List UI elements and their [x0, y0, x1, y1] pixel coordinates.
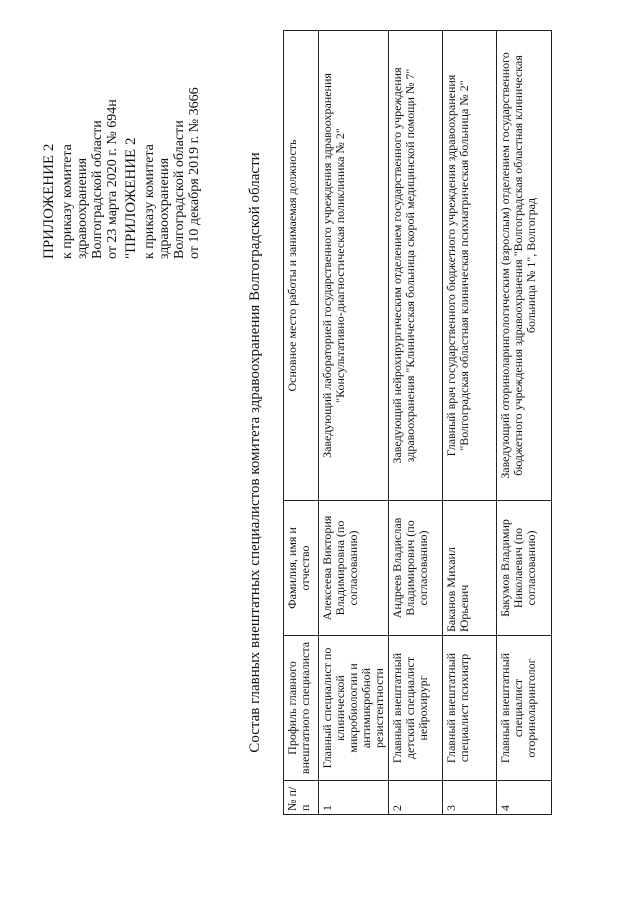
- header-workplace: Основное место работы и занимаемая должность: [284, 31, 319, 501]
- cell-number: 2: [389, 781, 443, 815]
- header-profile: Профиль главного внештатного специалиста: [284, 636, 319, 781]
- appendix-order-date: от 23 марта 2020 г. № 694н: [105, 99, 120, 259]
- cell-name: Баканов Михаил Юрьевич: [443, 501, 497, 636]
- header-name: Фамилия, имя и отчество: [284, 501, 319, 636]
- cell-number: 1: [319, 781, 389, 815]
- cell-workplace: Главный врач государственного бюджетного учреждения здравоохранения "Волгоградская областная клиническая психиатрическая больница № 2": [443, 31, 497, 501]
- appendix-order-line: Волгоградской области: [172, 120, 187, 259]
- appendix-title: ПРИЛОЖЕНИЕ 2: [41, 143, 57, 259]
- cell-name: Бакумов Владимир Николаевич (по согласованию): [497, 501, 552, 636]
- table-row: [319, 31, 389, 815]
- appendix-order-line: здравоохранения: [157, 157, 172, 259]
- appendix-order-line: Волгоградской области: [90, 120, 105, 259]
- header-number: № п/п: [284, 781, 319, 815]
- cell-name: Алексеева Виктория Владимировна (по согласованию): [319, 501, 389, 636]
- table-header-row: [284, 31, 319, 815]
- appendix-title: "ПРИЛОЖЕНИЕ 2: [123, 137, 139, 259]
- cell-workplace: Заведующий оториноларингологическим (взрослым) отделением государственного бюджетного учреждения здравоохранения "Волгоградская областная клиническая больница № 1", Волгоград: [497, 31, 552, 501]
- appendix-order-date: от 10 декабря 2019 г. № 3666: [187, 87, 202, 259]
- appendix-order-line: к приказу комитета: [60, 144, 75, 259]
- appendix-order-line: здравоохранения: [75, 157, 90, 259]
- cell-profile: Главный внештатный специалист оториноларинголог: [497, 636, 552, 781]
- cell-name: Андреев Владислав Владимирович (по согласованию): [389, 501, 443, 636]
- appendix-header-previous: [122, 87, 202, 259]
- appendix-order-line: к приказу комитета: [142, 144, 157, 259]
- cell-workplace: Заведующий лабораторией государственного учреждения здравоохранения "Консультативно-диагностическая поликлиника № 2": [319, 31, 389, 501]
- cell-profile: Главный специалист по клинической микробиологии и антимикробной резистентности: [319, 636, 389, 781]
- cell-number: 3: [443, 781, 497, 815]
- table-row: [497, 31, 552, 815]
- cell-number: 4: [497, 781, 552, 815]
- appendix-header-current: [40, 99, 120, 259]
- document-title: Состав главных внештатных специалистов комитета здравоохранения Волгоградской области: [247, 152, 263, 753]
- table-row: [443, 31, 497, 815]
- table-row: [389, 31, 443, 815]
- specialists-table: [283, 30, 552, 815]
- cell-profile: Главный внештатный специалист психиатр: [443, 636, 497, 781]
- cell-workplace: Заведующий нейрохирургическим отделением государственного учреждения здравоохранения "Клиническая больница скорой медицинской помощи № 7": [389, 31, 443, 501]
- cell-profile: Главный внештатный детский специалист нейрохирург: [389, 636, 443, 781]
